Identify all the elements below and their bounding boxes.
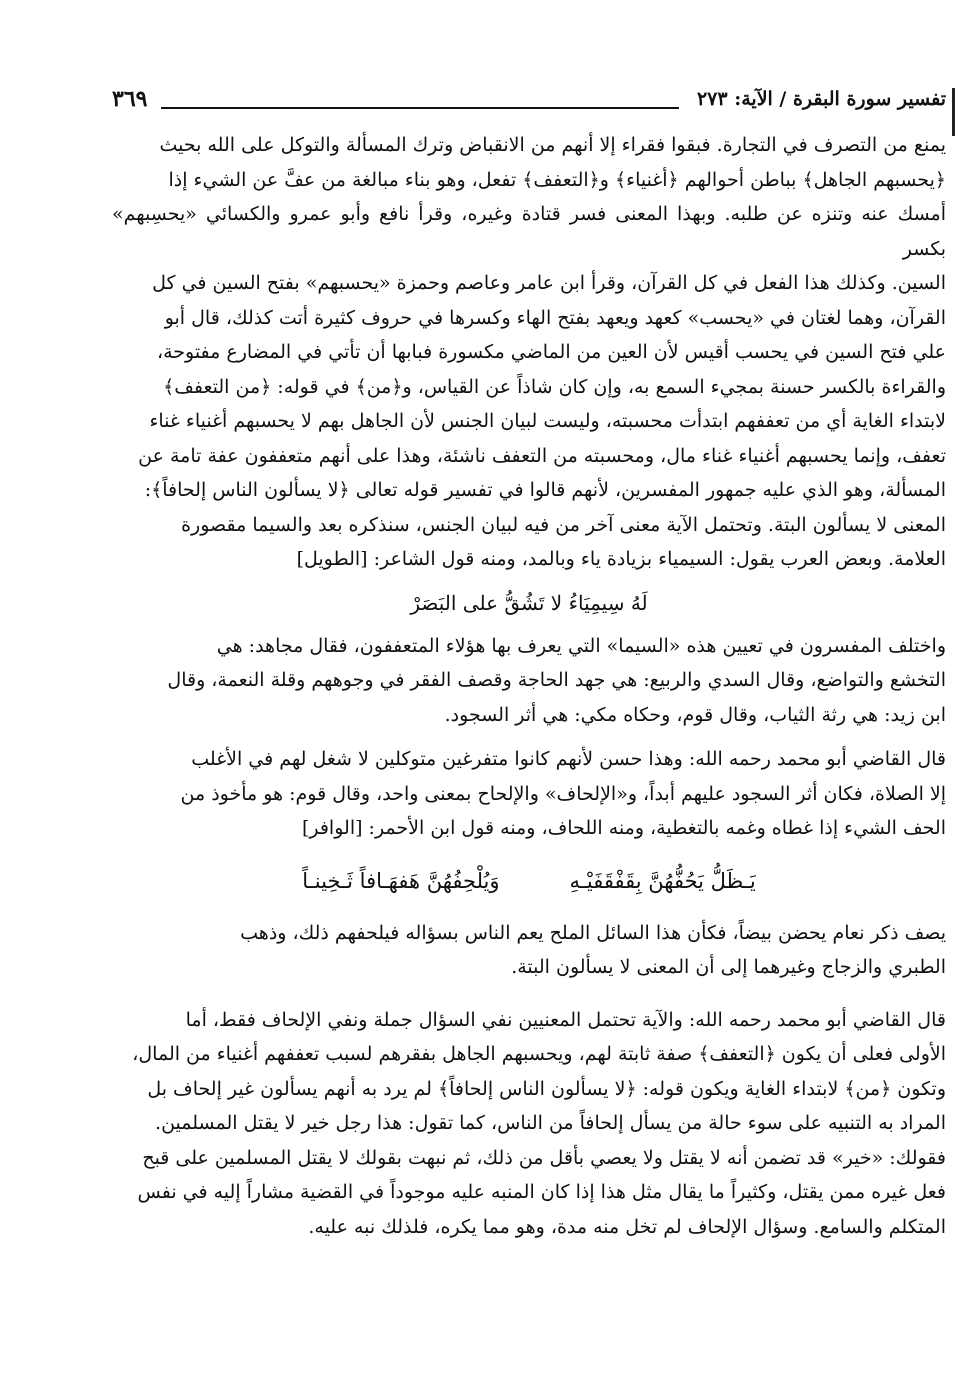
text-line: تعفف، وإنما يحسبهم أغنياء غناء مال، ومحسبته من التعفف ناشئة، وهذا على أنهم متعففون عفة تامة عن: [138, 444, 946, 467]
text-line: يصف ذكر نعام يحضن بيضاً، فكأن هذا السائل الملح يعم الناس بسؤاله فيلحفهم ذلك، وذهب: [240, 921, 946, 944]
paragraph-4: [112, 916, 946, 985]
poetry-verse-2: [112, 846, 946, 916]
text-line: الطبري والزجاج وغيرهما إلى أن المعنى لا يسألون البتة.: [511, 956, 946, 978]
text-line: المتكلم والسامع. وسؤال الإلحاف لم تخل منه مدة، وهو مما يكره، فلذلك نبه عليه.: [308, 1215, 946, 1238]
paragraph-spacer: [112, 985, 946, 1003]
paragraph-3: [112, 742, 946, 846]
text-line: المسألة، وهو الذي عليه جمهور المفسرين، لأنهم قالوا في تفسير قوله تعالى ﴿لا يسألون الناس إلحافاً﴾:: [144, 479, 946, 501]
text-line: قال القاضي أبو محمد رحمه الله: وهذا حسن لأنهم كانوا متفرغين متوكلين لا شغل لهم في الأغلب: [191, 748, 946, 770]
header-title: تفسير سورة البقرة / الآية: ٢٧٣: [696, 88, 946, 110]
text-line: الحف الشيء إذا غطاه وغمه بالتغطية، ومنه اللحاف، ومنه قول ابن الأحمر: [الوافر]: [301, 817, 946, 839]
text-line: علي فتح السين في يحسب أقيس لأن العين من الماضي مكسورة فبابها أن تأتي في المضارع مفتوحة،: [156, 341, 946, 363]
running-header: [112, 82, 946, 116]
poetry-verse-1: لَهُ سِيمِيَاءُ لا تَشُقُّ على البَصَرْ: [410, 590, 648, 615]
text-line: يمنع من التصرف في التجارة. فبقوا فقراء إلا أنهم من الانقباض وترك المسألة والتوكل على الله بحيث: [159, 134, 946, 156]
text-line: السين. وكذلك هذا الفعل في كل القرآن، وقرأ ابن عامر وعاصم وحمزة «يحسبهم» بفتح السين في كل: [152, 272, 946, 294]
text-line: ﴿يحسبهم الجاهل﴾ بباطن أحوالهم ﴿أغنياء﴾ و﴿التعفف﴾ تفعل، وهو بناء مبالغة من عفَّ عن الشيء إذا: [168, 168, 946, 191]
text-line: المعنى لا يسألون البتة. وتحتمل الآية معنى آخر من فيه لبيان الجنس، سنذكره بعد والسيما مقصورة: [181, 513, 946, 536]
page-body: [112, 128, 946, 1244]
paragraph-1: [112, 128, 946, 577]
paragraph-2: [112, 629, 946, 733]
text-line: المراد به التنبيه على سوء حالة من يسأل إلحافاً من الناس، كما تقول: هذا رجل خير لا يقتل المسلمين.: [155, 1112, 946, 1134]
text-line: التخشع والتواضع، وقال السدي والربيع: هي جهد الحاجة وقصف الفقر في وجوههم وقلة النعمة، وقال: [167, 669, 946, 691]
verse-first-hemistich: يَـظَلُّ يَحُفُّهُنَّ بِقَفْقَفَيْـهِ: [569, 868, 756, 893]
text-line: القرآن، وهما لغتان في «يحسب» كعهد ويعهد بفتح الهاء وكسرها في حروف كثيرة أتت كذلك، قال أبو: [164, 306, 946, 329]
text-line: فعل غيره ممن يقتل، وكثيراً ما يقال مثل هذا إذا كان المنبه عليه موجوداً في القضية مشاراً إليه في نفس: [137, 1181, 946, 1203]
text-line: إلا الصلاة، فكان أثر السجود عليهم أبداً، و«الإلحاف» والإلحاح بمعنى واحد، وقال قوم: هو مأخوذ من: [180, 782, 946, 805]
text-line: لابتداء الغاية أي من تعففهم ابتدأت محسبته، وليست لبيان الجنس لأن الجاهل بهم لا يحسبهم أغنياء غناء: [149, 410, 946, 432]
page-edge-mark: [952, 88, 955, 136]
text-line: قال القاضي أبو محمد رحمه الله: والآية تحتمل المعنيين نفي السؤال جملة ونفي الإلحاف فقط، أما: [185, 1008, 946, 1031]
text-line: الأولى فعلى أن يكون ﴿التعفف﴾ صفة ثابتة لهم، ويحسبهم الجاهل بفقرهم لسبب تعففهم أغنياء من المال،: [132, 1043, 946, 1065]
text-line: وتكون ﴿من﴾ لابتداء الغاية ويكون قوله: ﴿لا يسألون الناس إلحافاً﴾ لم يرد به أنهم يسألون غير إلحاف بل: [147, 1077, 946, 1100]
header-rule: [161, 107, 679, 109]
text-line: والقراءة بالكسر حسنة بمجيء السمع به، وإن كان شاذاً عن القياس، و﴿من﴾ في قوله: ﴿من التعفف﴾: [163, 375, 946, 398]
paragraph-spacer: [112, 732, 946, 742]
text-line: ابن زيد: هي رثة الثياب، وقال قوم، وحكاه مكي: هي أثر السجود.: [444, 703, 946, 726]
text-line: العلامة. وبعض العرب يقول: السيمياء بزيادة ياء وبالمد، ومنه قول الشاعر: [الطويل]: [296, 548, 946, 570]
text-line: واختلف المفسرون في تعيين هذه «السيما» التي يعرف بها هؤلاء المتعففون، فقال مجاهد: هي: [216, 634, 946, 657]
paragraph-5: [112, 1003, 946, 1245]
text-line: فقولك: «خير» قد تضمن أنه لا يقتل ولا يعصي بأقل من ذلك، ثم نبهت بقولك لا يقتل المسلمين على قبح: [142, 1146, 946, 1169]
text-line: أمسك عنه وتنزه عن طلبه. وبهذا المعنى فسر قتادة وغيره، وقرأ نافع وأبو عمرو والكسائي «يحسِبهم» بكسر: [112, 203, 946, 260]
page-number: ٣٦٩: [112, 86, 148, 112]
verse-second-hemistich: وَيُلْحِفُهُنَّ هَفهَـافاً ثَـخِينـاً: [302, 868, 500, 893]
